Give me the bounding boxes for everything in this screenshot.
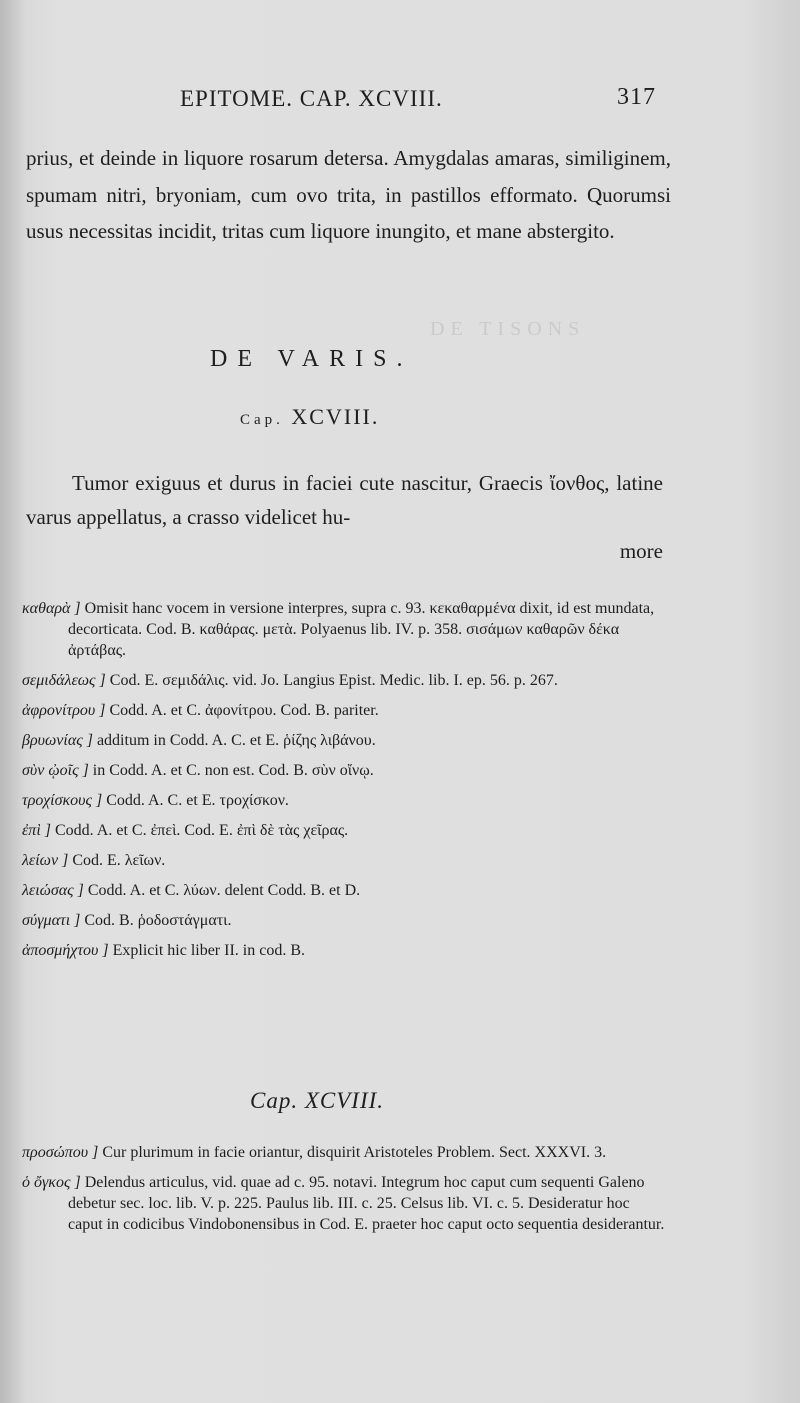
footnote-text: Codd. A. et C. λύων. delent Codd. B. et D.: [87, 882, 361, 899]
footnote-text: Cod. E. σεμιδάλις. vid. Jo. Langius Epist. Medic. lib. I. ep. 56. p. 267.: [109, 672, 558, 689]
chapter-number: XCVIII.: [291, 404, 380, 429]
section-title: DE VARIS.: [210, 346, 413, 372]
footnote-text: Codd. A. C. et E. τροχίσκον.: [106, 792, 289, 809]
footnote-lemma: σεμιδάλεως ]: [22, 672, 106, 689]
footnote-text: Codd. A. et C. ἐπεὶ. Cod. E. ἐπὶ δὲ τὰς χεῖρας.: [55, 822, 349, 839]
footnote: [22, 670, 667, 691]
running-title: EPITOME. CAP. XCVIII.: [180, 86, 443, 111]
footnotes: [22, 598, 667, 970]
chapter-heading: [240, 404, 500, 430]
footnote-lemma: ἀποσμήχτου ]: [22, 942, 109, 959]
bleed-through-text: DE TISONS: [430, 318, 586, 340]
catchword: more: [619, 539, 663, 563]
page-number: 317: [617, 84, 656, 110]
footnote-text: Explicit hic liber II. in cod. B.: [112, 942, 306, 959]
footnote: [22, 598, 667, 661]
footnote-lemma: ἀφρονίτρου ]: [22, 702, 106, 719]
footnote-lemma: καθαρὰ ]: [22, 600, 81, 617]
footnote: [22, 1172, 667, 1235]
footnote-lemma: τροχίσκους ]: [22, 792, 103, 809]
footnote-text: Cod. B. ῥοδοστάγματι.: [84, 912, 232, 929]
chapter-prefix: Cap.: [240, 412, 284, 428]
footnote-lemma: λειώσας ]: [22, 882, 84, 899]
footnote: [22, 1142, 667, 1163]
chapter-paragraph: [26, 466, 663, 568]
footnote: [22, 790, 667, 811]
footnote-lemma: ὁ ὄγκος ]: [22, 1174, 81, 1191]
footnote: [22, 880, 667, 901]
footnote: [22, 760, 667, 781]
footnote: [22, 700, 667, 721]
notes-chapter-heading: Cap. XCVIII.: [250, 1088, 385, 1113]
footnote: [22, 730, 667, 751]
footnote-text: in Codd. A. et C. non est. Cod. B. σὺν οἴνῳ.: [92, 762, 374, 779]
footnote-lemma: λείων ]: [22, 852, 69, 869]
footnote-lemma: ἐπὶ ]: [22, 822, 51, 839]
chapter-paragraph-text: Tumor exiguus et durus in faciei cute nascitur, Graecis ἴονθος, latine varus appellatus, a crasso videlicet hu-: [26, 471, 663, 529]
footnote: [22, 940, 667, 961]
footnotes-chapter: [22, 1142, 667, 1244]
footnote-lemma: σύγματι ]: [22, 912, 81, 929]
footnote-text: Cod. E. λεῖων.: [72, 852, 166, 869]
footnote-lemma: προσώπου ]: [22, 1144, 99, 1161]
footnote-text: Delendus articulus, vid. quae ad c. 95. notavi. Integrum hoc caput cum sequenti Galeno debetur sec. loc. lib. V. p. 225. Paulus lib. III. c. 25. Celsus lib. VI. c. 5. Desideratur hoc caput in codicibus Vindobonensibus in Cod. E. praeter hoc caput octo sequentia desiderantur.: [68, 1174, 665, 1233]
footnote-text: Codd. A. et C. ἀφονίτρου. Cod. B. pariter.: [109, 702, 379, 719]
footnote-text: Omisit hanc vocem in versione interpres, supra c. 93. κεκαθαρμένα dixit, id est mundata, decorticata. Cod. B. καθάρας. μετὰ. Polyaenus lib. IV. p. 358. σισάμων καθαρῶν δέκα ἀρτάβας.: [68, 600, 655, 659]
footnote-lemma: σὺν ᾠοῖς ]: [22, 762, 89, 779]
footnote-lemma: βρυωνίας ]: [22, 732, 93, 749]
footnote: [22, 850, 667, 871]
running-header: [170, 86, 670, 122]
footnote-text: Cur plurimum in facie oriantur, disquirit Aristoteles Problem. Sect. XXXVI. 3.: [102, 1144, 607, 1161]
body-paragraph: prius, et deinde in liquore rosarum detersa. Amygdalas amaras, similiginem, spumam nitri, bryoniam, cum ovo trita, in pastillos efformato. Quorumsi usus necessitas incidit, tritas cum liquore inungito, et mane abstergito.: [26, 146, 671, 243]
footnote-text: additum in Codd. A. C. et E. ῥίζης λιβάνου.: [96, 732, 376, 749]
footnote: [22, 910, 667, 931]
footnote: [22, 820, 667, 841]
